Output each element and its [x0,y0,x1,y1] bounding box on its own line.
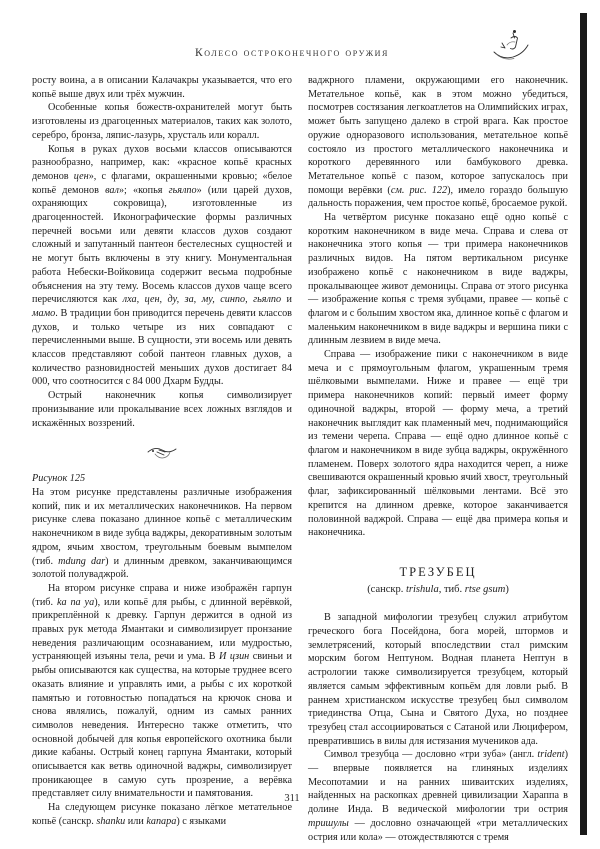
italic-run: kanapa [146,815,177,827]
italic-run: вал [105,184,119,196]
italic-run: И цзин [219,651,250,663]
text-columns [32,74,568,844]
text-run: или [125,815,147,827]
text-run: », с флагами, окрашенными кровью; «белое копьё демонов [32,170,292,196]
paragraph [32,801,292,828]
paragraph [308,74,568,211]
paragraph [308,211,568,348]
text-run: Острый наконечник копья символизирует пронизывание или прокалывание всех ложных взглядов и искажённых воззрений. [32,390,292,429]
italic-run: см. рис. 122 [390,184,448,196]
text-run: . В традиции бон приводится перечень девяти классов духов, и только четыре из них совпадают с перечисленными выше. В сущности, эти восемь или девять классов представляют собой пантеон главных духов, а количество разновидностей меньших духов достигает 84 000, что соотносится с 84 000 Дхарм Будды. [32,307,292,388]
italic-run: Рисунок 125 [32,473,86,485]
paragraph [32,74,292,101]
italic-run: rtse gsum [464,583,506,595]
italic-run: гьялпо [168,184,197,196]
text-run: ), имело гораздо большую дальность поражения, чем простое копьё, бросаемое рукой. [308,184,568,210]
text-run: и [281,294,293,306]
text-run: Справа — изображение пики с наконечником в виде меча и с прямоугольным флагом, украшенным тремя шёлковыми вымпелами. Ниже и правее — ещё три примера наконечников копий: первый имеет форму одиночной ваджры, второй — форму меча, а третий наконечник выглядит как пламенный меч, поднимающийся из темени черепа. Справа — ещё одно длинное копьё с флагом и наконечником в виде зубца ваджры, окружённого пламенем. Поверх золотого ядра находится череп, а ниже свешиваются окрашенный кровью ячий хвост, треугольный флаг, зафиксированный шёлковыми лентами. Всё это крепится на длинном древке, которое заканчивается половинной ваджрой. Справа — ещё два примера копья и наконечника. [308,349,568,539]
text-run: »; «копья [118,184,169,196]
italic-run: тришулы [308,817,349,829]
text-run: ) [505,583,509,595]
text-run: свиньи и рыбы описываются как существа, на которые труднее всего оказать влияние и управлять ими, а рыбы с их короткой памятью и готовностью попадаться на крючок снова и снова являлись, пожалуй, одним из самых ранних символов неведения. Интересно также отметить, что основной добычей для копья европейского охотника были дикие кабаны. Острый конец гарпуна Ямантаки, который описывается как ветвь одиночной ваджры, символизирует проникающее в самую суть прозрение, а верёвка представляет силу внимательности и памятования. [32,651,292,800]
italic-run: ka na ya [56,596,95,608]
text-run: В западной мифологии трезубец служил атрибутом греческого бога Посейдона, бога морей, штормов и землетрясений, который впоследствии стал римским морским богом Нептуном. Водная планета Нептун в астрологии также символизируется трезубцем, который является самым эффективным копьём для ловли рыб. В раннем христианском искусстве трезубец был символом триединства Отца, Сына и Святого Духа, но позднее трезубец стал ассоциироваться с Сатаной или Люцифером, превратившись в вилы для истязания мучеников ада. [308,612,568,747]
paragraph [32,582,292,801]
text-run: ), или копьё для рыбы, с длинной верёвкой, прикреплённой к древку. Гарпун держится в одной из правых рук метода Ямантаки и символизирует пронзание неведения различающим осознаванием, или мудростью, устраняющей изъяны тела, речи и ума. В [32,596,293,663]
text-run: На втором рисунке справа и ниже изображён гарпун (тиб. [32,582,292,608]
section-ornament [32,443,292,463]
right-column [308,74,568,844]
text-run: ) с языками [176,815,227,827]
text-run: Символ трезубца — дословно «три зуба» (англ. [324,749,538,761]
paragraph [308,348,568,540]
italic-run: мамо [32,307,56,319]
italic-run: цен [73,170,89,182]
paragraph [32,486,292,582]
left-column [32,74,292,844]
italic-run: shanku [96,815,126,827]
page-edge-bar [580,13,587,835]
section-ornament-icon [145,443,179,463]
text-run: — дословно означающей «три металлических острия или кола» — отождествляются с тремя [308,817,568,843]
italic-run: mdung dar [58,555,106,567]
italic-run: лха, цен, ду, за, му, синпо, гьялпо [122,294,282,306]
paragraph [32,143,292,390]
chapter-emblem-icon [489,25,533,65]
text-run: , тиб. [438,583,465,595]
text-run: росту воина, а в описании Калачакры указывается, что его копьё выше двух или трёх мужчин. [32,75,292,100]
figure-caption [32,472,292,486]
text-run: ) — впервые появляется на глиняных изделиях Месопотамии и на ранних шиваитских изделиях, найденных на раскопках древней цивилизации Хараппа в долине Инда. В ведической мифологии три острия [308,749,568,816]
italic-run: trishula [406,583,439,595]
text-run: На следующем рисунке показано лёгкое метательное копьё (санскр. [32,802,292,827]
text-run: ) и длинным древком, заканчивающимся золотой полуваджрой. [32,555,293,581]
section-heading [308,566,568,596]
text-run: Особенные копья божеств-охранителей могут быть изготовлены из драгоценных материалов, таких как золото, серебро, бронза, ляпис-лазурь, хрусталь или коралл. [32,102,292,141]
text-run: (санскр. [367,583,407,595]
text-run: Копья в руках духов восьми классов описываются разнообразно, например, как: «красное копьё красных демонов [32,143,292,182]
section-subtitle [308,583,568,597]
page-number: 311 [284,793,300,804]
running-header: Колесо остроконечного оружия [195,47,389,59]
text-run: На этом рисунке представлены различные изображения копий, пик и их металлических наконечников. На первом рисунке слева показано длинное копьё с металлическим наконечником в виде зубца ваджры, декоративным золотым ядром, ячьим хвостом, треугольным боевым вымпелом (тиб. [32,486,292,567]
text-run: » (или царей духов, охраняющих сокровища), изготовленные из драгоценностей. Иконографические формы различных перечней восьми или девяти классов духов создают сложный и запутанный пантеон бестелесных сущностей и не могут быть включены в эту книгу. Монументальная работа Небески-Войковица содержит весьма подробные объяснения на эту тему. Восемь классов духов чаще всего перечисляются как [32,184,292,306]
text-run: На четвёртом рисунке показано ещё одно копьё с коротким наконечником в виде меча. Справа и слева от наконечника этого копья — три примера наконечников различных видов. На пятом вертикальном рисунке изображено копьё с наконечником в виде ваджры, прокалывающее живот демоницы. Справа от этого рисунка — изображение копья с тремя зубцами, правее — копьё с флагом и с большим хвостом яка, длинное копьё с флагом и маленьким наконечником в виде ваджры и вершина пики с длинным лезвием в виде меча. [308,212,568,347]
text-run: ваджрного пламени, окружающими его наконечник. Метательное копьё, как в этом можно убедиться, посмотрев состязания легкоатлетов на Олимпийских играх, может быть запущено далеко в строй врага. Как простое оружие одноразового использования, метательное копьё состояло из простого металлического наконечника и короткого деревянного или бамбукового древка. Метательное копьё с пазом, которое запускалось при помощи верёвки ( [308,75,568,196]
italic-run: trident [537,749,565,761]
paragraph [32,389,292,430]
section-title: ТРЕЗУБЕЦ [399,564,477,579]
paragraph [32,101,292,142]
paragraph [308,611,568,748]
